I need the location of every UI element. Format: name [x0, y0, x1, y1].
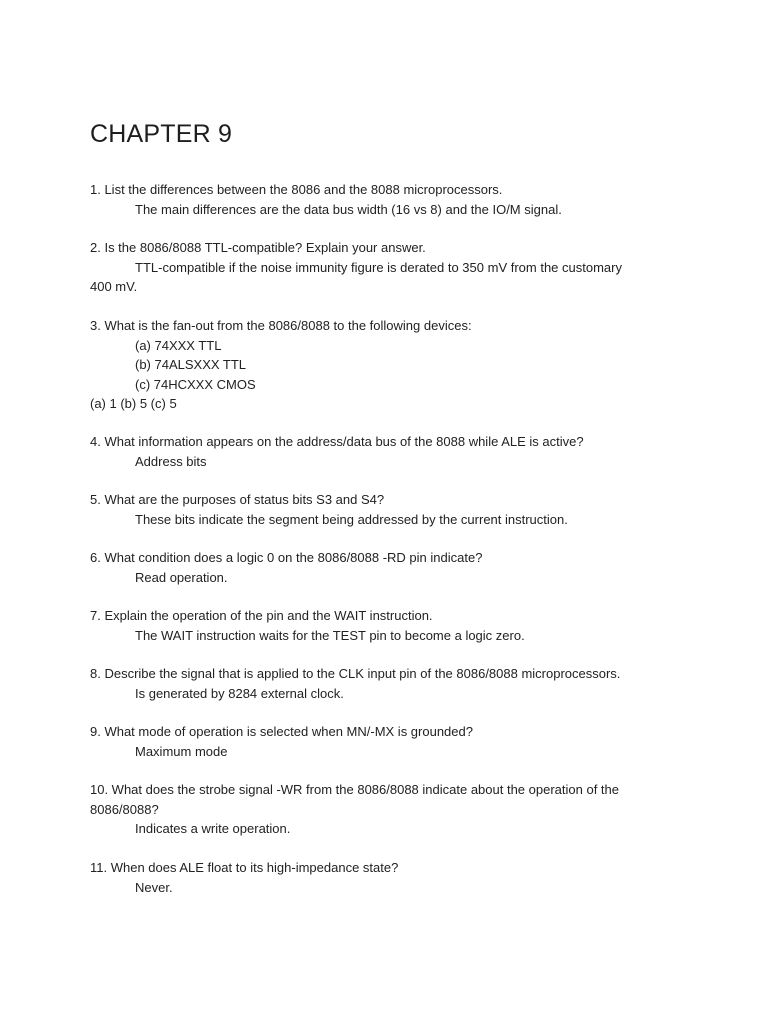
answer-text: The WAIT instruction waits for the TEST pin to become a logic zero.: [135, 627, 525, 643]
question-text: 1. List the differences between the 8086 and the 8088 microprocessors.: [90, 182, 503, 197]
answer-text: Address bits: [135, 453, 207, 469]
option-text: (b) 74ALSXXX TTL: [135, 357, 247, 372]
answer-text: The main differences are the data bus width (16 vs 8) and the IO/M signal.: [135, 201, 562, 217]
answer-text: These bits indicate the segment being addressed by the current instruction.: [135, 511, 568, 527]
answer-text: Read operation.: [135, 569, 228, 585]
answer-text-continued: 400 mV.: [90, 279, 138, 294]
question-text: 8. Describe the signal that is applied to the CLK input pin of the 8086/8088 microprocessors.: [90, 666, 621, 681]
question-text: 5. What are the purposes of status bits S3 and S4?: [90, 492, 385, 507]
question-block-4: [90, 432, 690, 471]
question-block-10: [90, 780, 690, 839]
question-text: 3. What is the fan-out from the 8086/8088 to the following devices:: [90, 318, 472, 333]
question-block-2: [90, 238, 690, 297]
question-block-5: [90, 490, 690, 529]
answer-text: Indicates a write operation.: [135, 821, 291, 836]
chapter-title: CHAPTER 9: [90, 120, 233, 148]
question-text: 6. What condition does a logic 0 on the 8086/8088 -RD pin indicate?: [90, 550, 483, 565]
answer-text: TTL-compatible if the noise immunity figure is derated to 350 mV from the customary: [135, 259, 622, 275]
question-block-9: [90, 722, 690, 761]
question-text: 11. When does ALE float to its high-impedance state?: [90, 860, 399, 875]
question-text: 4. What information appears on the address/data bus of the 8088 while ALE is active?: [90, 434, 584, 449]
option-text: (a) 74XXX TTL: [135, 337, 222, 353]
question-block-1: [90, 180, 690, 219]
answer-text: (a) 1 (b) 5 (c) 5: [90, 396, 177, 411]
question-block-11: [90, 858, 690, 897]
answer-text: Is generated by 8284 external clock.: [135, 685, 344, 701]
answer-text: Never.: [135, 879, 173, 895]
question-block-7: [90, 606, 690, 645]
question-text: 10. What does the strobe signal -WR from the 8086/8088 indicate about the operation of the: [90, 782, 619, 797]
answer-text: Maximum mode: [135, 743, 228, 759]
question-text: 9. What mode of operation is selected when MN/-MX is grounded?: [90, 724, 473, 739]
question-block-8: [90, 664, 690, 703]
question-text-continued: 8086/8088?: [90, 801, 159, 817]
question-text: 2. Is the 8086/8088 TTL-compatible? Explain your answer.: [90, 240, 426, 255]
question-text: 7. Explain the operation of the pin and the WAIT instruction.: [90, 608, 433, 623]
option-text: (c) 74HCXXX CMOS: [135, 376, 256, 392]
question-block-3: [90, 316, 690, 414]
question-block-6: [90, 548, 690, 587]
